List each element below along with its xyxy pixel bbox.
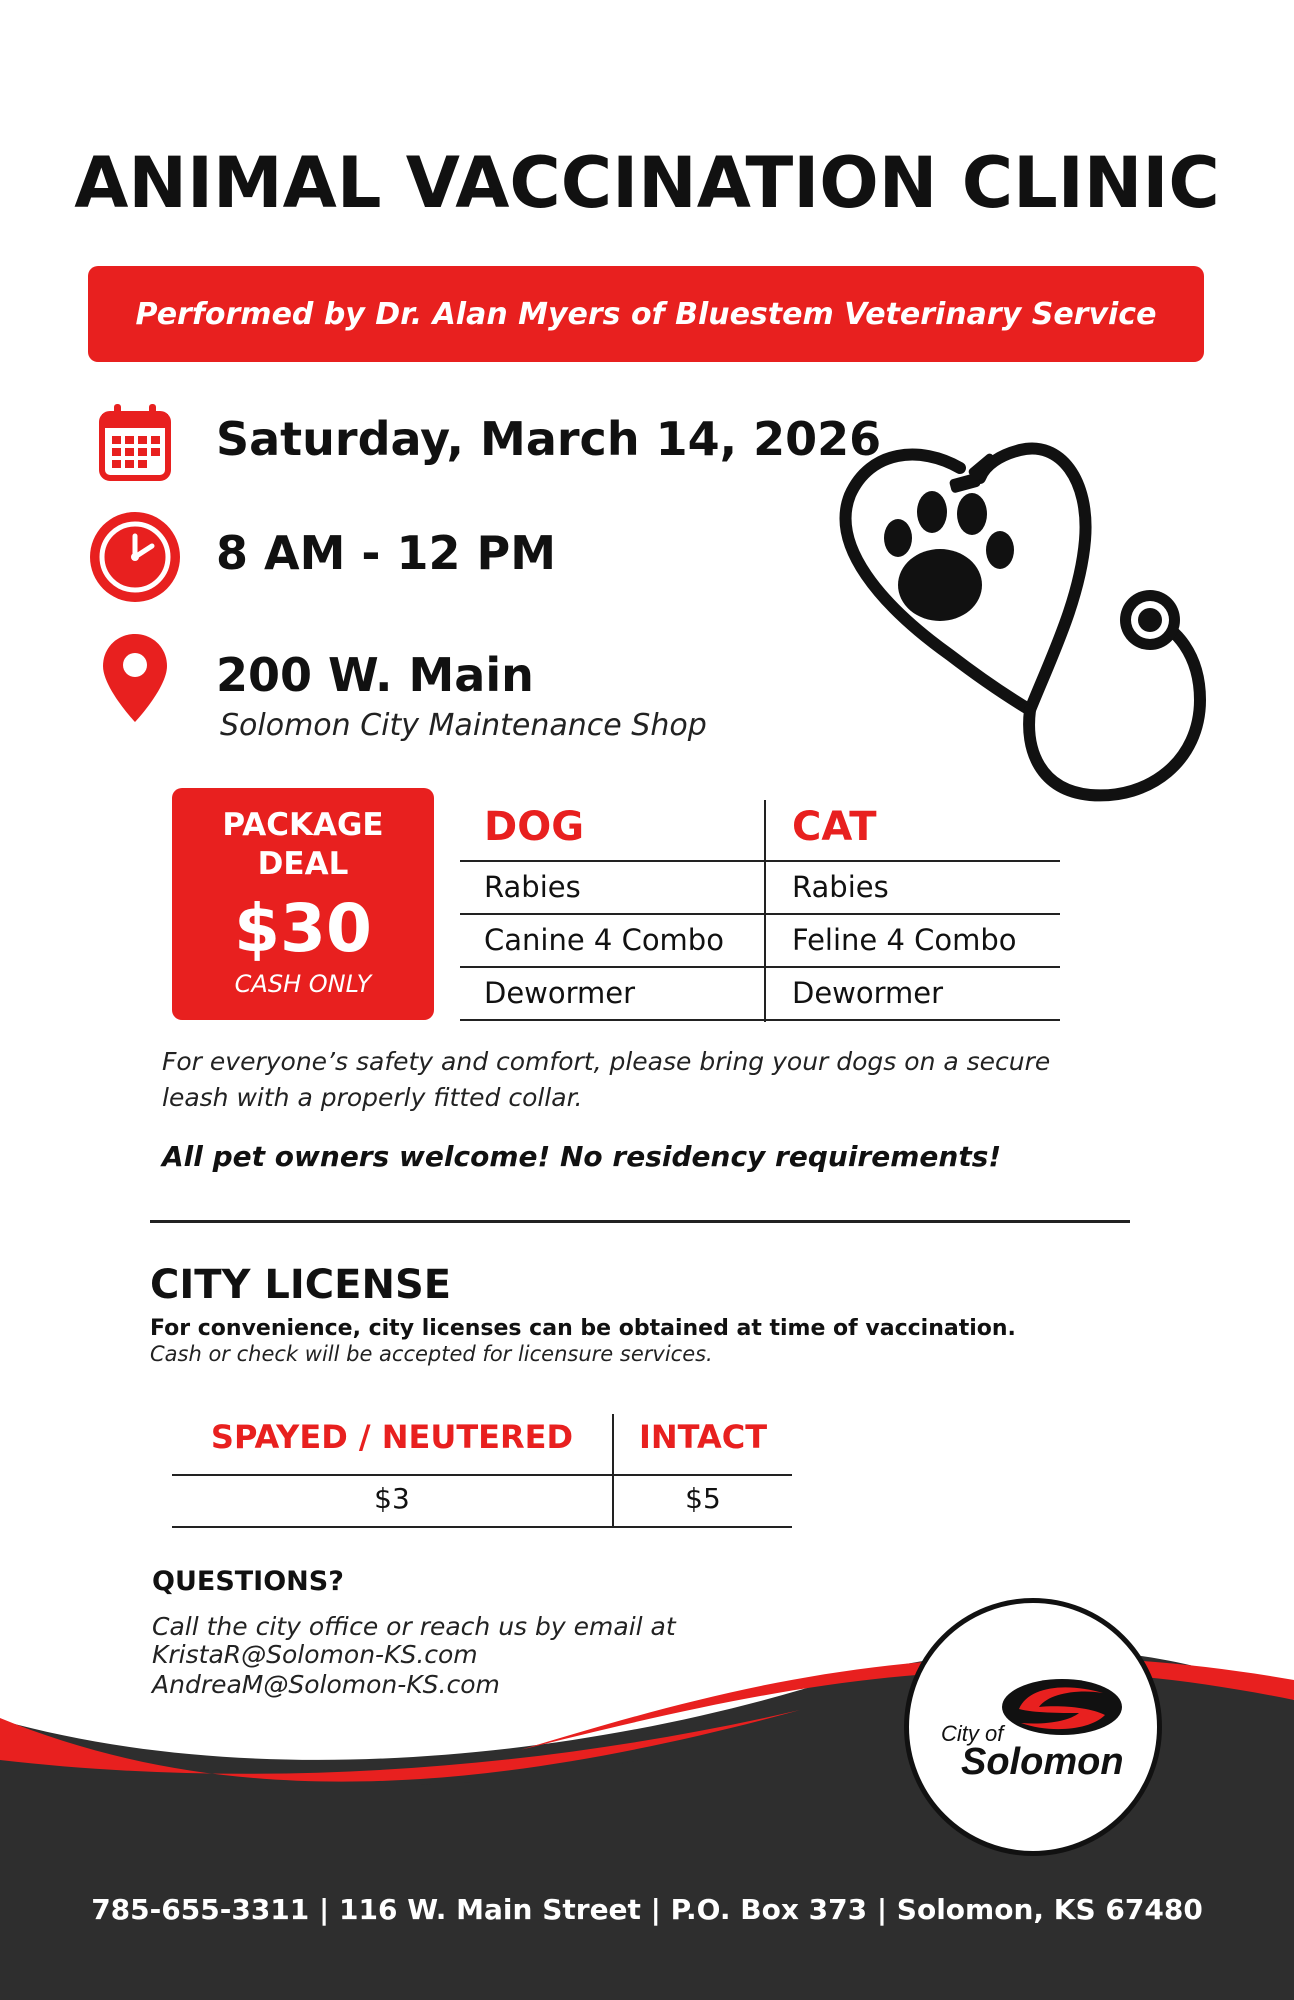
city-license-title: CITY LICENSE [150, 1262, 452, 1308]
spayed-neutered-header: SPAYED / NEUTERED [210, 1418, 574, 1456]
table-rule [460, 913, 1060, 915]
table-rule [172, 1526, 792, 1528]
contact-email[interactable]: AndreaM@Solomon-KS.com [152, 1670, 500, 1699]
contact-email[interactable]: KristaR@Solomon-KS.com [152, 1640, 478, 1669]
event-time: 8 AM - 12 PM [216, 526, 557, 580]
clock-icon [88, 510, 182, 604]
package-title-line2: DEAL [257, 846, 349, 882]
location-name: Solomon City Maintenance Shop [220, 708, 707, 743]
table-divider [764, 800, 766, 1022]
performer-banner [88, 266, 1204, 362]
table-cell: Dewormer [792, 976, 944, 1010]
page-title: ANIMAL VACCINATION CLINIC [74, 142, 1220, 224]
solomon-swoosh-icon [999, 1675, 1125, 1739]
spayed-neutered-fee: $3 [374, 1482, 410, 1515]
logo-city-of: City of [941, 1721, 1004, 1746]
event-date: Saturday, March 14, 2026 [216, 412, 882, 466]
map-pin-icon [100, 632, 170, 724]
package-deal-box [172, 788, 434, 1020]
city-logo [904, 1598, 1162, 1856]
table-cell: Dewormer [484, 976, 636, 1010]
footer-contact: 785-655-3311 | 116 W. Main Street | P.O. Box 373 | Solomon, KS 67480 [91, 1893, 1203, 1926]
city-license-description: For convenience, city licenses can be obtained at time of vaccination. [150, 1316, 1016, 1341]
package-title [172, 806, 434, 884]
package-title-line1: PACKAGE [222, 807, 384, 843]
safety-note: For everyone’s safety and comfort, please bring your dogs on a secure leash with a properly fitted collar. [162, 1047, 1051, 1112]
event-address: 200 W. Main [216, 648, 534, 702]
stethoscope-heart-icon [820, 410, 1240, 820]
intact-fee: $5 [685, 1482, 721, 1515]
questions-line: Call the city office or reach us by email at [152, 1612, 676, 1641]
banner-text: Performed by Dr. Alan Myers of Bluestem Veterinary Service [135, 296, 1157, 332]
city-license-payment: Cash or check will be accepted for licensure services. [150, 1342, 713, 1366]
table-rule [460, 1019, 1060, 1021]
welcome-note: All pet owners welcome! No residency requirements! [162, 1140, 1002, 1173]
table-cell: Canine 4 Combo [484, 923, 724, 957]
section-divider [150, 1220, 1130, 1223]
questions-title: QUESTIONS? [152, 1566, 344, 1597]
paw-print-icon [884, 491, 1014, 621]
package-note: CASH ONLY [234, 970, 372, 998]
table-cell: Rabies [792, 870, 889, 904]
vaccine-table [460, 800, 1060, 1022]
table-rule [460, 860, 1060, 862]
table-rule [460, 966, 1060, 968]
intact-header: INTACT [638, 1418, 768, 1456]
license-fee-table [172, 1414, 792, 1530]
calendar-icon [98, 402, 172, 482]
table-rule [172, 1474, 792, 1476]
table-cell: Rabies [484, 870, 581, 904]
table-cell: Feline 4 Combo [792, 923, 1017, 957]
package-price: $30 [234, 890, 372, 967]
dog-header: DOG [484, 804, 585, 850]
logo-name: Solomon [961, 1741, 1124, 1783]
cat-header: CAT [792, 804, 877, 850]
